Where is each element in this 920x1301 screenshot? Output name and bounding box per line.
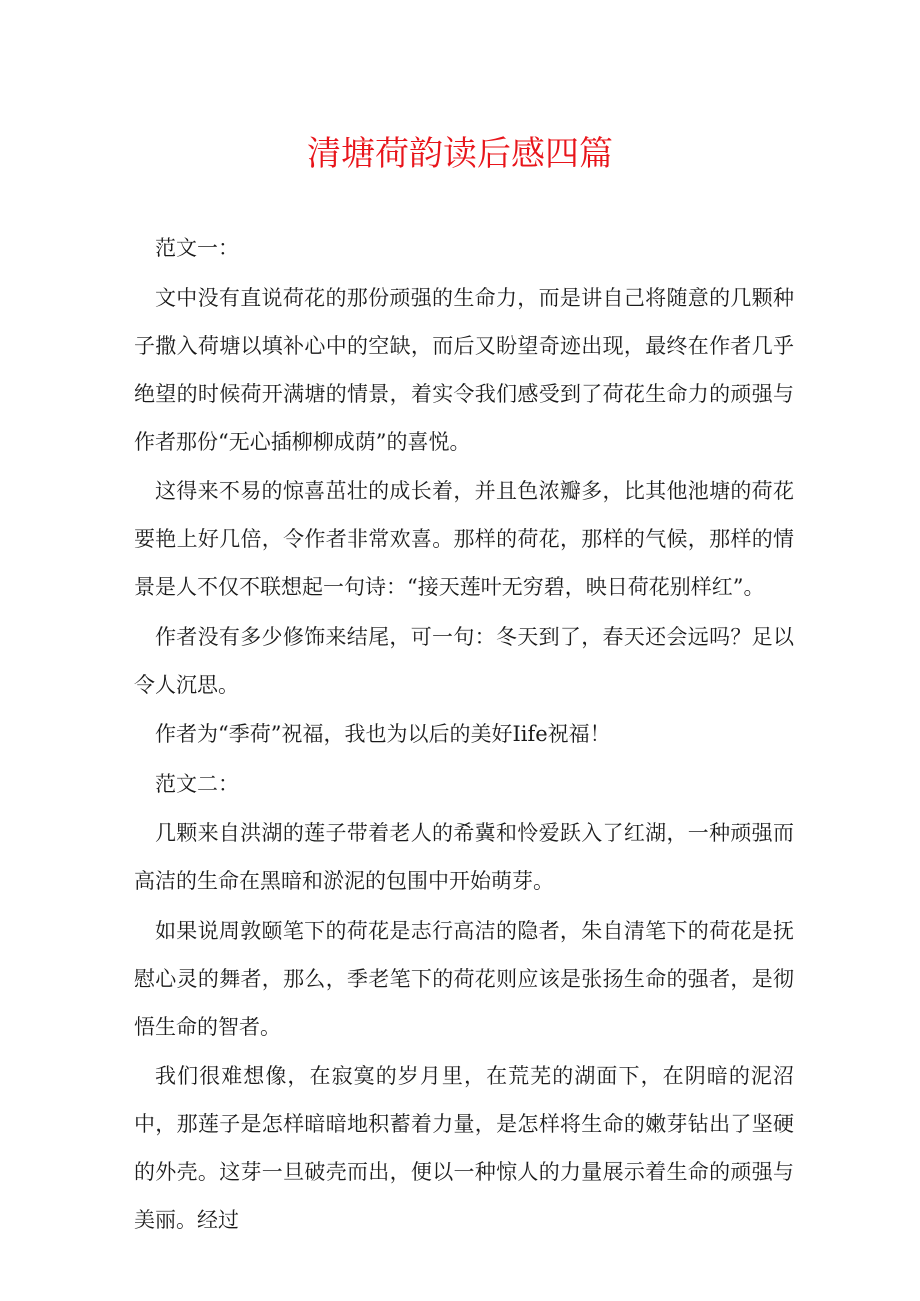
section-heading-1: 范文一： xyxy=(155,236,239,260)
paragraph: 作者为“季荷”祝福，我也为以后的美好Iife祝福！ xyxy=(155,722,611,746)
paragraph: 如果说周敦颐笔下的荷花是志行高洁的隐者，朱自清笔下的荷花是抚慰心灵的舞者，那么，季老笔下的荷花则应该是张扬生命的强者，是彻悟生命的智者。 xyxy=(134,918,794,1039)
document-body xyxy=(134,224,794,1246)
paragraph: 作者没有多少修饰来结尾，可一句：冬天到了，春天还会远吗？足以令人沉思。 xyxy=(134,624,794,697)
paragraph: 文中没有直说荷花的那份顽强的生命力，而是讲自己将随意的几颗种子撒入荷塘以填补心中的空缺，而后又盼望奇迹出现，最终在作者几乎绝望的时候荷开满塘的情景，着实令我们感受到了荷花生命力的顽强与作者那份“无心插柳柳成荫”的喜悦。 xyxy=(134,285,794,454)
paragraph: 几颗来自洪湖的莲子带着老人的希冀和怜爱跃入了红湖，一种顽强而高洁的生命在黑暗和淤泥的包围中开始萌芽。 xyxy=(134,821,794,893)
document-title: 清塘荷韵读后感四篇 xyxy=(307,134,613,174)
paragraph: 这得来不易的惊喜茁壮的成长着，并且色浓瓣多，比其他池塘的荷花要艳上好几倍，令作者非常欢喜。那样的荷花，那样的气候，那样的情景是人不仅不联想起一句诗：“接天莲叶无穷碧，映日荷花别样红”。 xyxy=(134,479,794,599)
section-heading-2: 范文二： xyxy=(155,771,239,796)
paragraph: 我们很难想像，在寂寞的岁月里，在荒芜的湖面下，在阴暗的泥沼中，那莲子是怎样暗暗地积蓄着力量，是怎样将生命的嫩芽钻出了坚硬的外壳。这芽一旦破壳而出，便以一种惊人的力量展示着生命的顽强与美丽。经过 xyxy=(134,1064,794,1232)
